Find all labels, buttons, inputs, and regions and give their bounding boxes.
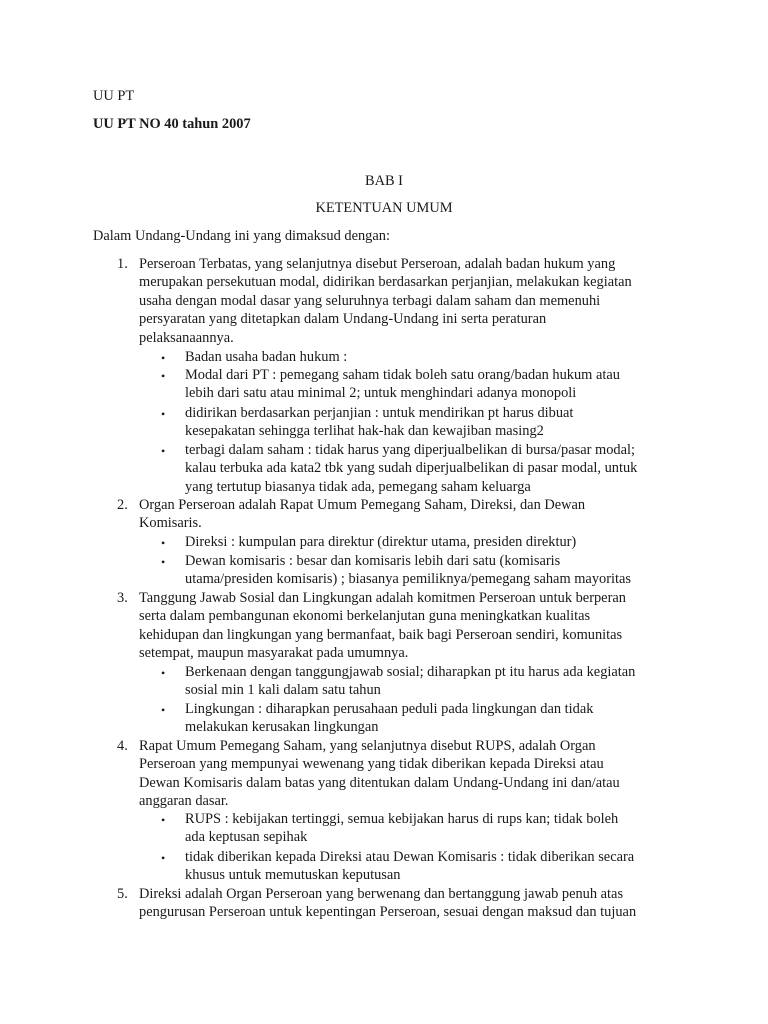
list-item-text [139, 885, 699, 922]
text-line: anggaran dasar. [139, 793, 229, 810]
text-line: Rapat Umum Pemegang Saham, yang selanjutnya disebut RUPS, adalah Organ [139, 738, 596, 754]
list-item-number: 4. [117, 738, 128, 754]
text-line: RUPS : kebijakan tertinggi, semua kebijakan harus di rups kan; tidak boleh [185, 811, 619, 827]
list-item-text [139, 255, 699, 347]
list-item-number: 1. [117, 256, 128, 272]
text-line: Direksi adalah Organ Perseroan yang berwenang dan bertanggung jawab penuh atas [139, 886, 624, 902]
bullet-icon: • [161, 369, 166, 383]
bullet-icon: • [161, 444, 166, 458]
bullet-text [185, 663, 700, 700]
text-line: sosial min 1 kali dalam satu tahun [185, 682, 381, 699]
text-line: lebih dari satu atau minimal 2; untuk menghindari adanya monopoli [185, 385, 577, 402]
text-line: Badan usaha badan hukum : [185, 349, 348, 365]
text-line: tidak diberikan kepada Direksi atau Dewan Komisaris : tidak diberikan secara [185, 849, 635, 865]
list-item-number: 2. [117, 497, 128, 513]
bullet-text [185, 810, 700, 847]
text-line: yang tertutup biasanya tidak ada, pemegang saham keluarga [185, 478, 531, 495]
bullet-text [185, 366, 700, 403]
text-line: Organ Perseroan adalah Rapat Umum Pemegang Saham, Direksi, dan Dewan [139, 497, 586, 513]
chapter-name: KETENTUAN UMUM [315, 200, 453, 216]
text-line: kehidupan dan lingkungan yang bermanfaat, baik bagi Perseroan sendiri, komunitas [139, 626, 623, 643]
bullet-icon: • [161, 813, 166, 827]
text-line: terbagi dalam saham : tidak harus yang diperjualbelikan di bursa/pasar modal; [185, 442, 635, 458]
text-line: didirikan berdasarkan perjanjian : untuk mendirikan pt harus dibuat [185, 405, 574, 421]
text-line: Perseroan yang mempunyai wewenang yang tidak diberikan kepada Direksi atau [139, 756, 604, 773]
text-line: Modal dari PT : pemegang saham tidak boleh satu orang/badan hukum atau [185, 367, 620, 383]
bullet-text [185, 700, 700, 737]
text-line: kalau terbuka ada kata2 tbk yang sudah diperjualbelikan di pasar modal, untuk [185, 460, 638, 477]
text-line: Perseroan Terbatas, yang selanjutnya disebut Perseroan, adalah badan hukum yang [139, 256, 616, 272]
text-line: utama/presiden komisaris) ; biasanya pemiliknya/pemegang saham mayoritas [185, 571, 631, 588]
bullet-icon: • [161, 536, 166, 550]
list-item-text [139, 737, 699, 811]
document-title: UU PT [93, 88, 135, 104]
bullet-text [185, 348, 700, 366]
text-line: ada keptusan sepihak [185, 829, 308, 846]
list-item-text [139, 496, 699, 533]
bullet-icon: • [161, 703, 166, 717]
bullet-icon: • [161, 407, 166, 421]
text-line: Dewan Komisaris dalam batas yang ditentukan dalam Undang-Undang ini dan/atau [139, 774, 620, 791]
bullet-text [185, 441, 700, 496]
text-line: Tanggung Jawab Sosial dan Lingkungan adalah komitmen Perseroan untuk berperan [139, 590, 626, 606]
bullet-icon: • [161, 666, 166, 680]
bullet-text [185, 552, 700, 589]
list-item-text [139, 589, 699, 663]
chapter-number: BAB I [365, 173, 403, 189]
text-line: Lingkungan : diharapkan perusahaan peduli pada lingkungan dan tidak [185, 701, 594, 717]
text-line: merupakan persekutuan modal, didirikan berdasarkan perjanjian, melakukan kegiatan [139, 274, 632, 291]
list-item-number: 3. [117, 590, 128, 606]
bullet-text [185, 848, 700, 885]
bullet-icon: • [161, 555, 166, 569]
list-item-number: 5. [117, 886, 128, 902]
text-line: pengurusan Perseroan untuk kepentingan Perseroan, sesuai dengan maksud dan tujuan [139, 904, 637, 921]
text-line: serta dalam pembangunan ekonomi berkelanjutan guna meningkatkan kualitas [139, 608, 591, 625]
bullet-text [185, 533, 700, 551]
text-line: persyaratan yang ditetapkan dalam Undang-Undang ini serta peraturan [139, 311, 547, 328]
intro-text: Dalam Undang-Undang ini yang dimaksud dengan: [93, 228, 390, 244]
bullet-text [185, 404, 700, 441]
text-line: khusus untuk memutuskan keputusan [185, 867, 401, 884]
text-line: Dewan komisaris : besar dan komisaris lebih dari satu (komisaris [185, 553, 561, 569]
text-line: Komisaris. [139, 515, 202, 532]
text-line: kesepakatan sehingga terlihat hak-hak dan kewajiban masing2 [185, 423, 544, 440]
text-line: usaha dengan modal dasar yang seluruhnya terbagi dalam saham dan memenuhi [139, 292, 601, 309]
text-line: Direksi : kumpulan para direktur (direktur utama, presiden direktur) [185, 534, 577, 550]
text-line: pelaksanaannya. [139, 329, 234, 346]
text-line: melakukan kerusakan lingkungan [185, 719, 379, 736]
document-subtitle: UU PT NO 40 tahun 2007 [93, 116, 251, 132]
bullet-icon: • [161, 351, 166, 365]
bullet-icon: • [161, 851, 166, 865]
text-line: setempat, maupun masyarakat pada umumnya. [139, 645, 409, 662]
text-line: Berkenaan dengan tanggungjawab sosial; diharapkan pt itu harus ada kegiatan [185, 664, 636, 680]
